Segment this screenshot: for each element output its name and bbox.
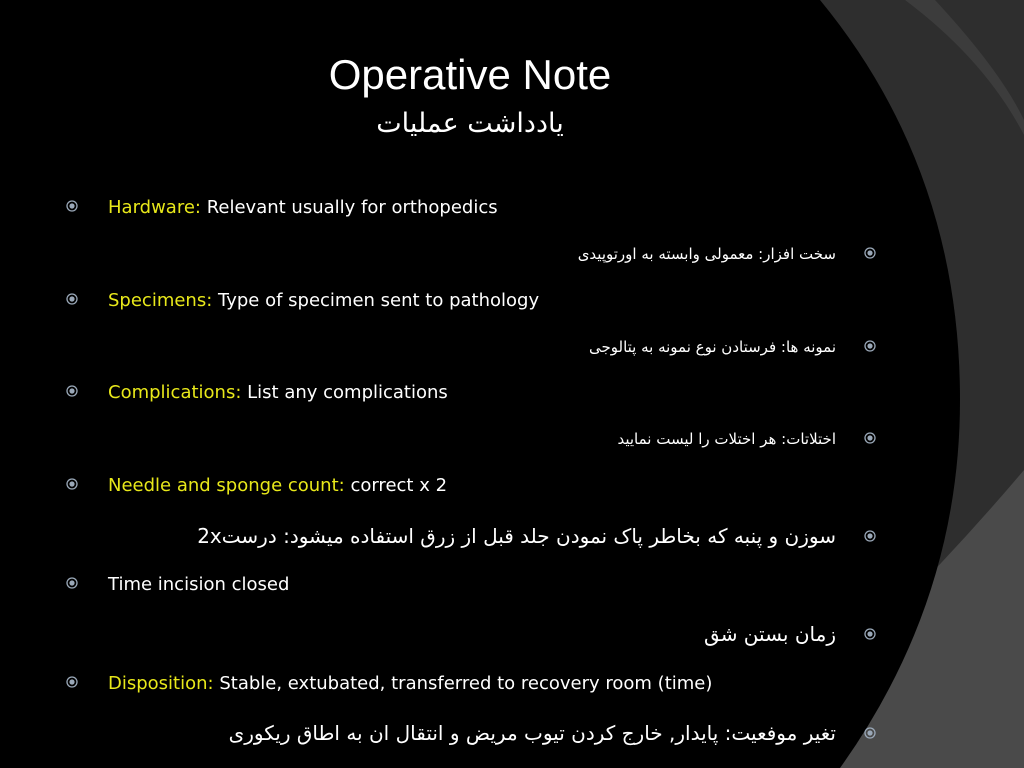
list-item-needle-sponge-count-fa bbox=[150, 521, 876, 551]
circled-dot-bullet-icon bbox=[66, 200, 78, 212]
circled-dot-bullet-icon bbox=[66, 385, 78, 397]
list-item-complications bbox=[66, 378, 826, 408]
item-text: Relevant usually for orthopedics bbox=[200, 197, 498, 218]
item-label: Specimens: bbox=[108, 290, 213, 311]
list-item-needle-sponge-count bbox=[66, 471, 826, 501]
page-subtitle: یادداشت عملیات bbox=[376, 108, 564, 139]
list-item-time-incision-closed bbox=[66, 570, 826, 600]
item-text: اختلاتات: هر اختلات را لیست نمایید bbox=[617, 430, 836, 448]
item-text: correct x 2 bbox=[344, 475, 448, 496]
item-label: Hardware: bbox=[108, 197, 201, 218]
circled-dot-bullet-icon bbox=[66, 478, 78, 490]
list-item-disposition bbox=[66, 669, 826, 699]
list-item-specimens bbox=[66, 286, 826, 316]
item-label: Complications: bbox=[108, 382, 242, 403]
item-text: Time incision closed bbox=[108, 574, 290, 595]
page-title: Operative Note bbox=[328, 51, 612, 98]
list-item-disposition-fa bbox=[150, 718, 876, 748]
circled-dot-bullet-icon bbox=[864, 727, 876, 739]
circled-dot-bullet-icon bbox=[864, 530, 876, 542]
item-text: سخت افزار: معمولی وابسته به اورتوپیدی bbox=[577, 245, 836, 263]
list-item-hardware-fa bbox=[150, 239, 876, 269]
circled-dot-bullet-icon bbox=[864, 340, 876, 352]
item-text: تغیر موفعیت: پایدار, خارج کردن تیوب مریض و انتقال ان به اطاق ریکوری bbox=[228, 721, 836, 745]
item-text: زمان بستن شق bbox=[704, 622, 836, 646]
list-item-hardware bbox=[66, 193, 826, 223]
item-label: Needle and sponge count: bbox=[108, 475, 345, 496]
item-text: نمونه ها: فرستادن نوع نمونه به پتالوجی bbox=[588, 338, 836, 356]
circled-dot-bullet-icon bbox=[66, 676, 78, 688]
item-text: List any complications bbox=[241, 382, 448, 403]
item-label: Disposition: bbox=[108, 673, 214, 694]
circled-dot-bullet-icon bbox=[864, 628, 876, 640]
list-item-time-incision-closed-fa bbox=[150, 619, 876, 649]
item-text: Type of specimen sent to pathology bbox=[212, 290, 540, 311]
circled-dot-bullet-icon bbox=[864, 247, 876, 259]
list-item-specimens-fa bbox=[150, 332, 876, 362]
item-text: Stable, extubated, transferred to recovery room (time) bbox=[213, 673, 713, 694]
circled-dot-bullet-icon bbox=[66, 293, 78, 305]
circled-dot-bullet-icon bbox=[864, 432, 876, 444]
item-text: سوزن و پنبه که بخاطر پاک نمودن جلد قبل از زرق استفاده میشود: درست2x bbox=[197, 524, 836, 548]
circled-dot-bullet-icon bbox=[66, 577, 78, 589]
list-item-complications-fa bbox=[150, 424, 876, 454]
